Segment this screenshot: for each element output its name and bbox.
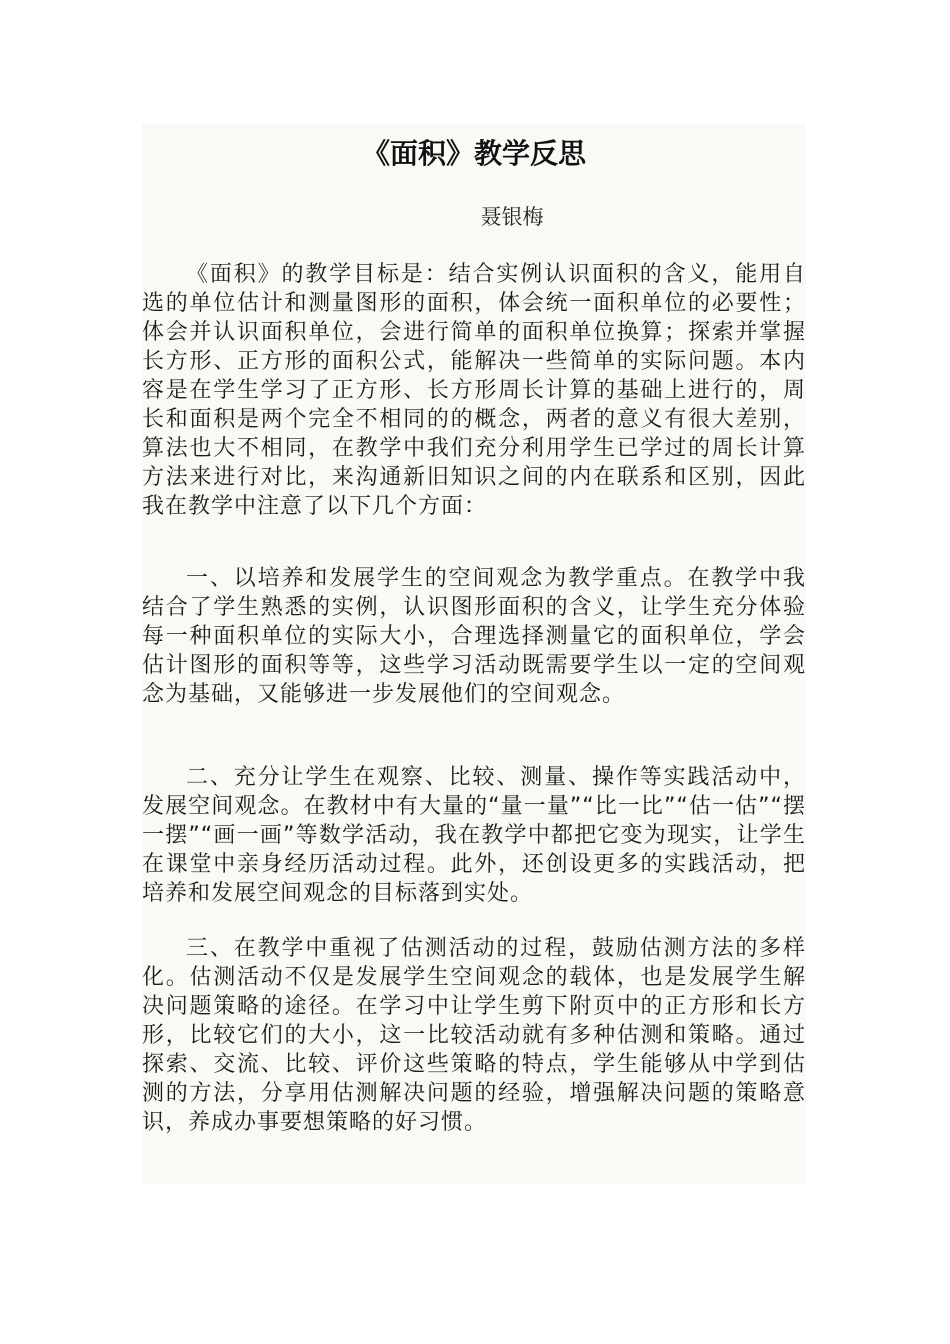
paragraph-point-three: 三、在教学中重视了估测活动的过程，鼓励估测方法的多样化。估测活动不仅是发展学生空间观念的载体，也是发展学生解决问题策略的途径。在学习中让学生剪下附页中的正方形和长方形，比较它们的大小，这一比较活动就有多种估测和策略。通过探索、交流、比较、评价这些策略的特点，学生能够从中学到估测的方法，分享用估测解决问题的经验，增强解决问题的策略意识，养成办事要想策略的好习惯。 xyxy=(142,936,806,1135)
document-body xyxy=(142,124,806,1184)
document-title: 《面积》教学反思 xyxy=(361,137,586,170)
paragraph-intro: 《面积》的教学目标是：结合实例认识面积的含义，能用自选的单位估计和测量图形的面积，体会统一面积单位的必要性；体会并认识面积单位，会进行简单的面积单位换算；探索并掌握长方形、正方形的面积公式，能解决一些简单的实际问题。本内容是在学生学习了正方形、长方形周长计算的基础上进行的，周长和面积是两个完全不相同的的概念，两者的意义有很大差别，算法也大不相同，在教学中我们充分利用学生已学过的周长计算方法来进行对比，来沟通新旧知识之间的内在联系和区别，因此我在教学中注意了以下几个方面： xyxy=(142,262,806,519)
paragraph-point-one: 一、以培养和发展学生的空间观念为教学重点。在教学中我结合了学生熟悉的实例，认识图形面积的含义，让学生充分体验每一种面积单位的实际大小，合理选择测量它的面积单位，学会估计图形的面积等等，这些学习活动既需要学生以一定的空间观念为基础，又能够进一步发展他们的空间观念。 xyxy=(142,566,806,707)
paragraph-point-two: 二、充分让学生在观察、比较、测量、操作等实践活动中，发展空间观念。在教材中有大量的“量一量”“比一比”“估一估”“摆一摆”“画一画”等数学活动，我在教学中都把它变为现实，让学生在课堂中亲身经历活动过程。此外，还创设更多的实践活动，把培养和发展空间观念的目标落到实处。 xyxy=(142,765,806,906)
document-author: 聂银梅 xyxy=(480,205,544,229)
